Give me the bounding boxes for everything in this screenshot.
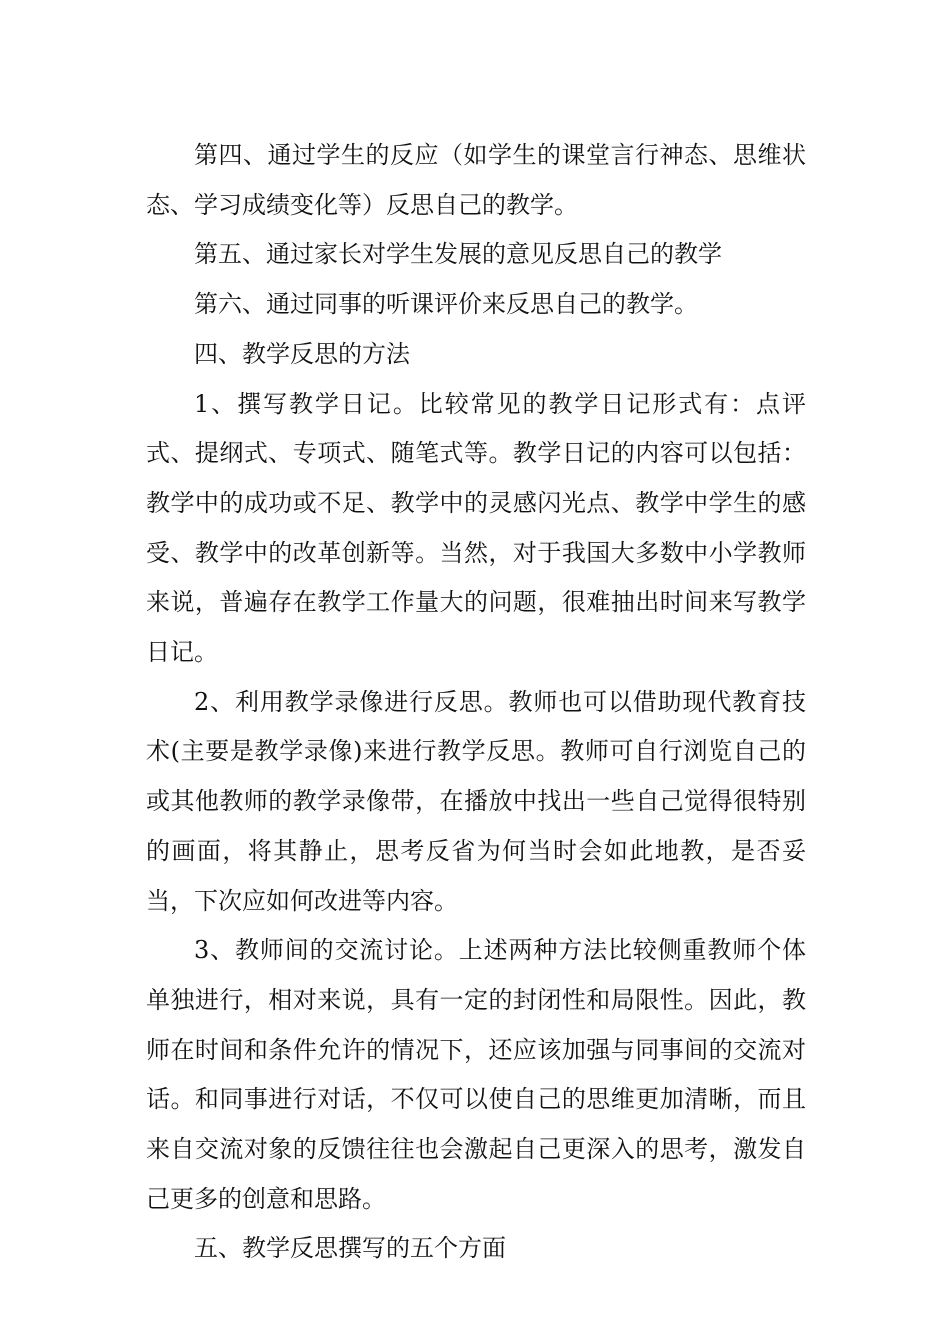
paragraph-method-discussion: 3、教师间的交流讨论。上述两种方法比较侧重教师个体单独进行，相对来说，具有一定的封闭性和局限性。因此，教师在时间和条件允许的情况下，还应该加强与同事间的交流对话。和同事进行对话，不仅可以使自己的思维更加清晰，而且来自交流对象的反馈往往也会激起自己更深入的思考，激发自己更多的创意和思路。 (146, 936, 806, 1213)
paragraph-fourth-reflection: 第四、通过学生的反应（如学生的课堂言行神态、思维状态、学习成绩变化等）反思自己的教学。 (146, 141, 806, 219)
paragraph-sixth-reflection: 第六、通过同事的听课评价来反思自己的教学。 (194, 290, 698, 319)
section-heading-five-aspects: 五、教学反思撰写的五个方面 (194, 1234, 506, 1263)
paragraph-method-diary: 1、撰写教学日记。比较常见的教学日记形式有：点评式、提纲式、专项式、随笔式等。教学日记的内容可以包括：教学中的成功或不足、教学中的灵感闪光点、教学中学生的感受、教学中的改革创新等。当然，对于我国大多数中小学教师来说，普遍存在教学工作量大的问题，很难抽出时间来写教学日记。 (146, 389, 806, 667)
document-body (146, 131, 806, 1274)
paragraph-fifth-reflection: 第五、通过家长对学生发展的意见反思自己的教学 (194, 240, 722, 269)
paragraph-method-video: 2、利用教学录像进行反思。教师也可以借助现代教育技术(主要是教学录像)来进行教学反思。教师可自行浏览自己的或其他教师的教学录像带，在播放中找出一些自己觉得很特别的画面，将其静止，思考反省为何当时会如此地教，是否妥当，下次应如何改进等内容。 (146, 687, 806, 915)
section-heading-methods: 四、教学反思的方法 (194, 339, 410, 368)
